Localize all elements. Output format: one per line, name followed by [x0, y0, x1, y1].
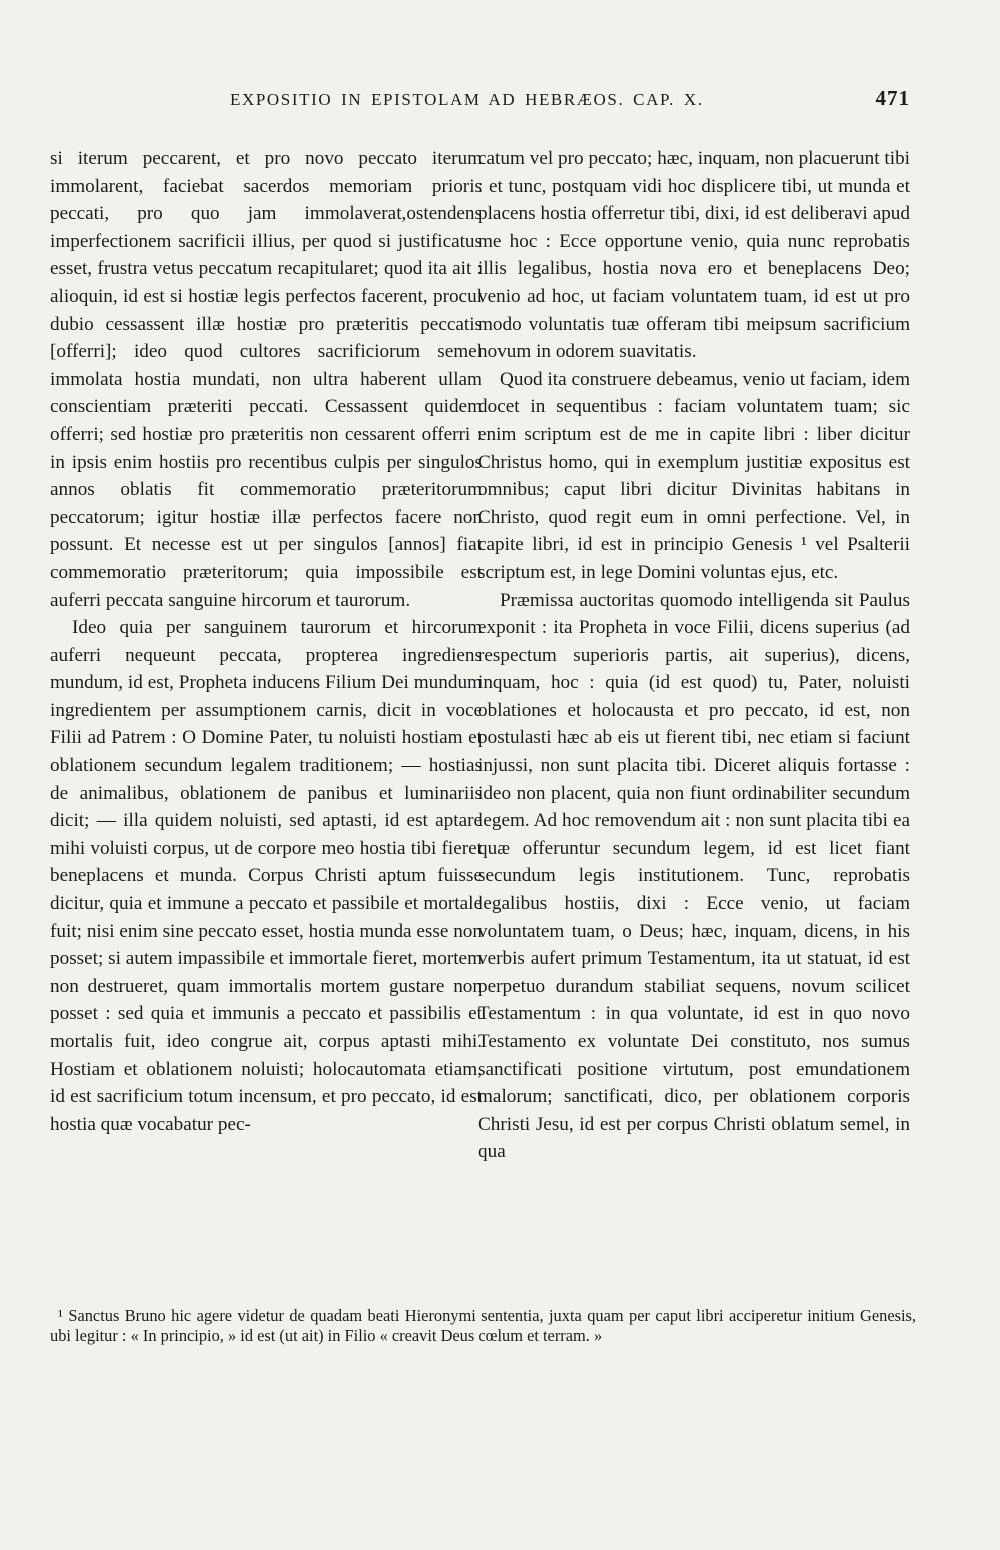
paragraph: catum vel pro peccato; hæc, inquam, non placuerunt tibi : et tunc, postquam vidi hoc displicere tibi, ut munda et placens hostia offerretur tibi, dixi, id est deliberavi apud me hoc : Ecce opportune venio, quia nunc reprobatis illis legalibus, hostia nova ero et beneplacens Deo; venio ad hoc, ut faciam voluntatem tuam, id est ut pro modo voluntatis tuæ offeram tibi meipsum sacrificium novum in odorem suavitatis.: [478, 148, 910, 363]
paragraph: Ideo quia per sanguinem taurorum et hircorum auferri nequeunt peccata, propterea ingrediens mundum, id est, Propheta inducens Filium Dei mundum ingredientem per assumptionem carnis, dicit in voce Filii ad Patrem : O Domine Pater, tu noluisti hostiam et oblationem secundum legalem traditionem; — hostias de animalibus, oblationem de panibus et luminariis dicit; — illa quidem noluisti, sed aptasti, id est aptare mihi voluisti corpus, ut de corpore meo hostia tibi fieret beneplacens et munda. Corpus Christi aptum fuisse dicitur, quia et immune a peccato et passibile et mortale fuit; nisi enim sine peccato esset, hostia munda esse non posset; si autem impassibile et immortale fieret, mortem non destrueret, quam immortalis mortem gustare non posset : sed quia et immunis a peccato et passibilis et mortalis fuit, ideo congrue ait, corpus aptasti mihi. Hostiam et oblationem noluisti; holocautomata etiam, id est sacrificium totum incensum, et pro peccato, id est hostia quæ vocabatur pec-: [50, 617, 482, 1135]
footnote: [50, 1306, 916, 1346]
page-number: 471: [875, 86, 910, 110]
left-column: [50, 145, 482, 1138]
page-header: [40, 86, 920, 116]
paragraph: si iterum peccarent, et pro novo peccato iterum immolarent, faciebat sacerdos memoriam prioris peccati, pro quo jam immolaverat,ostendens imperfectionem sacrificii illius, per quod si justificatus esset, frustra vetus peccatum recapitularet; quod ita ait : alioquin, id est si hostiæ legis perfectos facerent, procul dubio cessassent illæ hostiæ pro præteritis peccatis [offerri]; ideo quod cultores sacrificiorum semel immolata hostia mundati, non ultra haberent ullam conscientiam præteriti peccati. Cessassent quidem offerri; sed hostiæ pro præteritis non cessarent offerri : in ipsis enim hostiis pro recentibus culpis per singulos annos oblatis fit commemoratio præteritorum peccatorum; igitur hostiæ illæ perfectos facere non possunt. Et necesse est ut per singulos [annos] fiat commemoratio præteritorum; quia impossibile est auferri peccata sanguine hircorum et taurorum.: [50, 148, 482, 611]
running-head: EXPOSITIO IN EPISTOLAM AD HEBRÆOS. CAP. X.: [230, 90, 704, 109]
footnote-text: ¹ Sanctus Bruno hic agere videtur de quadam beati Hieronymi sententia, juxta quam per caput libri acciperetur initium Genesis, ubi legitur : « In principio, » id est (ut ait) in Filio « creavit Deus cœlum et terram. »: [50, 1306, 916, 1345]
paragraph: Præmissa auctoritas quomodo intelligenda sit Paulus exponit : ita Propheta in voce Filii, dicens superius (ad respectum superioris partis, ait superius), dicens, inquam, hoc : quia (id est quod) tu, Pater, noluisti oblationes et holocausta et pro peccato, id est, non postulasti hæc ab eis ut fierent tibi, nec etiam si faciunt injussi, non sunt placita tibi. Diceret aliquis fortasse : ideo non placent, quia non fiunt ordinabiliter secundum legem. Ad hoc removendum ait : non sunt placita tibi ea quæ offeruntur secundum legem, id est licet fiant secundum legis institutionem. Tunc, reprobatis legalibus hostiis, dixi : Ecce venio, ut faciam voluntatem tuam, o Deus; hæc, inquam, dicens, in his verbis aufert primum Testamentum, ita ut statuat, id est perpetuo durandum stabiliat sequens, novum scilicet Testamentum : in qua voluntate, id est in quo novo Testamento ex voluntate Dei constituto, nos sumus sanctificati positione virtutum, post emundationem malorum; sanctificati, dico, per oblationem corporis Christi Jesu, id est per corpus Christi oblatum semel, in qua: [478, 589, 910, 1163]
right-column: [478, 145, 910, 1166]
paragraph: Quod ita construere debeamus, venio ut faciam, idem docet in sequentibus : faciam voluntatem tuam; sic enim scriptum est de me in capite libri : liber dicitur Christus homo, qui in exemplum justitiæ expositus est omnibus; caput libri dicitur Divinitas habitans in Christo, quod regit eum in omni perfectione. Vel, in capite libri, id est in principio Genesis ¹ vel Psalterii scriptum est, in lege Domini voluntas ejus, etc.: [478, 368, 910, 583]
